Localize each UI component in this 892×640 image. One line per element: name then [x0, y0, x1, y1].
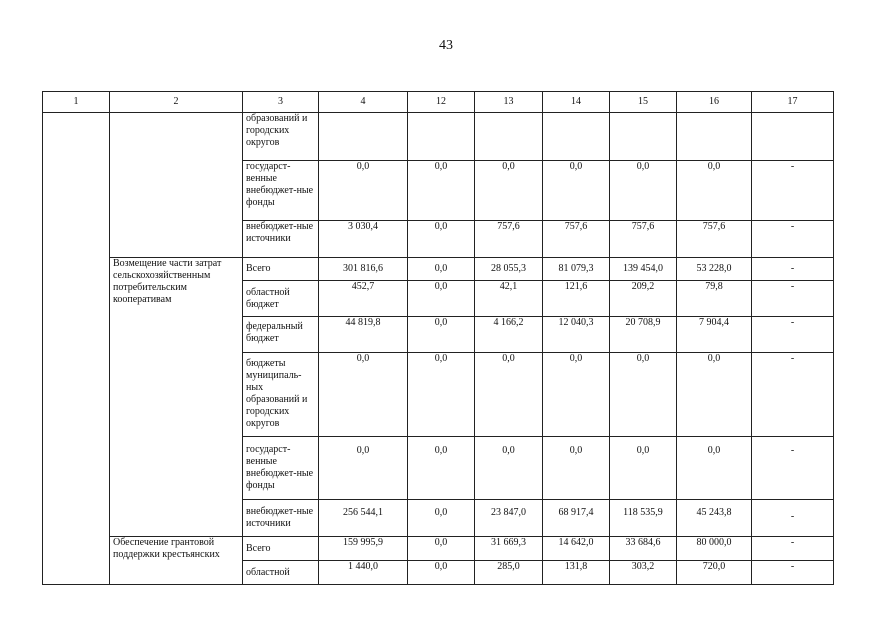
program-cell: Обеспечение грантовой поддержки крестьянских [110, 537, 243, 585]
value-cell: 28 055,3 [475, 258, 543, 281]
source-cell: государст-венные внебюджет-ные фонды [243, 437, 319, 500]
col1-cell [43, 113, 110, 585]
value-cell [408, 113, 475, 161]
value-cell: 757,6 [677, 221, 752, 258]
source-cell: образований и городских округов [243, 113, 319, 161]
value-cell: 23 847,0 [475, 500, 543, 537]
table-row [43, 113, 834, 161]
value-cell: 0,0 [610, 161, 677, 221]
table-row [43, 537, 834, 561]
value-cell: 0,0 [408, 353, 475, 437]
value-cell: 7 904,4 [677, 317, 752, 353]
value-cell: 256 544,1 [319, 500, 408, 537]
note-cell: - [752, 281, 834, 317]
value-cell: 301 816,6 [319, 258, 408, 281]
header-cell: 17 [752, 92, 834, 113]
program-cell [110, 113, 243, 258]
value-cell: 0,0 [610, 437, 677, 500]
header-cell: 2 [110, 92, 243, 113]
value-cell: 53 228,0 [677, 258, 752, 281]
value-cell: 0,0 [408, 537, 475, 561]
value-cell: 757,6 [475, 221, 543, 258]
source-cell: федеральный бюджет [243, 317, 319, 353]
value-cell: 0,0 [408, 317, 475, 353]
program-cell: Возмещение части затрат сельскохозяйственным потребительским кооперативам [110, 258, 243, 537]
value-cell: 0,0 [610, 353, 677, 437]
value-cell: 44 819,8 [319, 317, 408, 353]
note-cell: - [752, 500, 834, 537]
source-cell: внебюджет-ные источники [243, 221, 319, 258]
note-cell [752, 113, 834, 161]
value-cell: 1 440,0 [319, 561, 408, 585]
value-cell: 757,6 [610, 221, 677, 258]
value-cell: 0,0 [543, 437, 610, 500]
source-cell: государст-венные внебюджет-ные фонды [243, 161, 319, 221]
note-cell: - [752, 221, 834, 258]
value-cell: 0,0 [408, 258, 475, 281]
header-row [43, 92, 834, 113]
value-cell: 3 030,4 [319, 221, 408, 258]
header-cell: 13 [475, 92, 543, 113]
value-cell: 12 040,3 [543, 317, 610, 353]
page-number: 43 [439, 38, 453, 53]
value-cell: 81 079,3 [543, 258, 610, 281]
value-cell: 452,7 [319, 281, 408, 317]
value-cell: 121,6 [543, 281, 610, 317]
value-cell: 0,0 [677, 437, 752, 500]
value-cell: 285,0 [475, 561, 543, 585]
table-row [43, 258, 834, 281]
header-cell: 1 [43, 92, 110, 113]
source-cell: Всего [243, 537, 319, 561]
value-cell: 720,0 [677, 561, 752, 585]
value-cell: 79,8 [677, 281, 752, 317]
value-cell: 0,0 [475, 161, 543, 221]
value-cell: 31 669,3 [475, 537, 543, 561]
value-cell: 0,0 [408, 437, 475, 500]
note-cell: - [752, 258, 834, 281]
value-cell: 139 454,0 [610, 258, 677, 281]
header-cell: 14 [543, 92, 610, 113]
note-cell: - [752, 161, 834, 221]
note-cell: - [752, 437, 834, 500]
value-cell: 0,0 [408, 221, 475, 258]
value-cell: 0,0 [475, 353, 543, 437]
source-cell: областной бюджет [243, 281, 319, 317]
header-cell: 4 [319, 92, 408, 113]
value-cell: 0,0 [677, 353, 752, 437]
value-cell: 0,0 [543, 353, 610, 437]
value-cell: 68 917,4 [543, 500, 610, 537]
value-cell: 118 535,9 [610, 500, 677, 537]
value-cell [543, 113, 610, 161]
note-cell: - [752, 537, 834, 561]
value-cell: 33 684,6 [610, 537, 677, 561]
note-cell: - [752, 317, 834, 353]
value-cell: 45 243,8 [677, 500, 752, 537]
value-cell: 42,1 [475, 281, 543, 317]
value-cell: 0,0 [408, 500, 475, 537]
header-cell: 3 [243, 92, 319, 113]
value-cell [475, 113, 543, 161]
budget-table [42, 91, 834, 585]
header-cell: 15 [610, 92, 677, 113]
value-cell: 0,0 [475, 437, 543, 500]
value-cell: 4 166,2 [475, 317, 543, 353]
source-cell: областной [243, 561, 319, 585]
value-cell: 209,2 [610, 281, 677, 317]
value-cell: 20 708,9 [610, 317, 677, 353]
note-cell: - [752, 353, 834, 437]
value-cell: 0,0 [408, 561, 475, 585]
value-cell [610, 113, 677, 161]
value-cell: 0,0 [319, 353, 408, 437]
value-cell: 14 642,0 [543, 537, 610, 561]
value-cell: 757,6 [543, 221, 610, 258]
value-cell: 0,0 [543, 161, 610, 221]
header-cell: 12 [408, 92, 475, 113]
value-cell: 0,0 [319, 161, 408, 221]
value-cell: 0,0 [677, 161, 752, 221]
value-cell: 159 995,9 [319, 537, 408, 561]
value-cell: 0,0 [408, 161, 475, 221]
source-cell: бюджеты муниципаль-ных образований и городских округов [243, 353, 319, 437]
value-cell: 0,0 [319, 437, 408, 500]
value-cell [319, 113, 408, 161]
value-cell: 80 000,0 [677, 537, 752, 561]
source-cell: Всего [243, 258, 319, 281]
note-cell: - [752, 561, 834, 585]
source-cell: внебюджет-ные источники [243, 500, 319, 537]
value-cell: 131,8 [543, 561, 610, 585]
value-cell [677, 113, 752, 161]
header-cell: 16 [677, 92, 752, 113]
value-cell: 303,2 [610, 561, 677, 585]
value-cell: 0,0 [408, 281, 475, 317]
